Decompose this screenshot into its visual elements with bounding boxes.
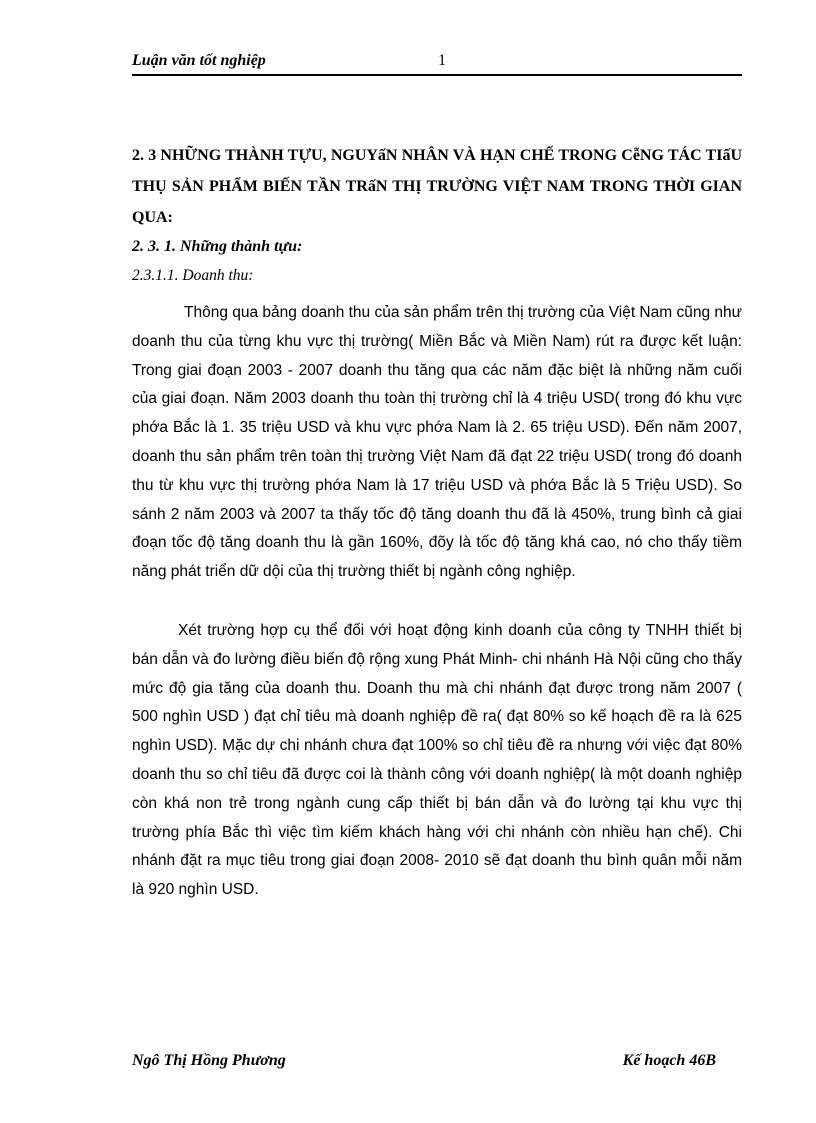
subsection-heading: 2. 3. 1. Những thành tựu: [132, 238, 303, 255]
page-header [132, 52, 742, 76]
page-number: 1 [438, 52, 446, 69]
footer-class: Kế hoạch 46B [622, 1052, 716, 1069]
document-title: Luận văn tốt nghiệp [132, 52, 266, 69]
footer-author: Ngô Thị Hồng Phương [132, 1052, 286, 1069]
paragraph-revenue-company: Xét trường hợp cụ thể đối với hoạt động kinh doanh của công ty TNHH thiết bị bán dẫn và đo lường điều biến độ rộng xung Phát Minh- chi nhánh Hà Nội cũng cho thấy mức độ gia tăng của doanh thu. Doanh thu mà chi nhánh đạt được trong năm 2007 ( 500 nghìn USD ) đạt chỉ tiêu mà doanh nghiệp đề ra( đạt 80% so kế hoạch đề ra là 625 nghìn USD). Mặc dự chi nhánh chưa đạt 100% so chỉ tiêu đề ra nhưng với việc đạt 80% doanh thu so chỉ tiêu đã được coi là thành công với doanh nghiệp( là một doanh nghiệp còn khá non trẻ trong ngành cung cấp thiết bị bán dẫn và đo lường tại khu vực thị trường phía Bắc thì việc tìm kiếm khách hàng với chi nhánh còn nhiều hạn chế). Chi nhánh đặt ra mục tiêu trong giai đoạn 2008- 2010 sẽ đạt doanh thu bình quân mỗi năm là 920 nghìn USD. [132, 622, 742, 899]
subsubsection-heading: 2.3.1.1. Doanh thu: [132, 267, 254, 284]
paragraph-revenue-market: Thông qua bảng doanh thu của sản phẩm trên thị trường của Việt Nam cũng như doanh thu của từng khu vực thị trường( Miền Bắc và Miền Nam) rút ra được kết luận: Trong giai đoạn 2003 - 2007 doanh thu tăng qua các năm đặc biệt là những năm cuối của giai đoạn. Năm 2003 doanh thu toàn thị trường chỉ là 4 triệu USD( trong đó khu vực phớa Bắc là 1. 35 triệu USD và khu vực phớa Nam là 2. 65 triệu USD). Đến năm 2007, doanh thu sản phẩm trên toàn thị trường Việt Nam đã đạt 22 triệu USD( trong đó doanh thu từ khu vực thị trường phớa Nam là 17 triệu USD và phớa Bắc là 5 Triệu USD). So sánh 2 năm 2003 và 2007 ta thấy tốc độ tăng doanh thu đã là 450%, trung bình cả giai đoạn tốc độ tăng doanh thu là gần 160%, đõy là tốc độ tăng khá cao, nó cho thấy tiềm năng phát triển dữ dội của thị trường thiết bị ngành công nghiệp. [132, 304, 742, 581]
section-heading: 2. 3 NHỮNG THÀNH TỰU, NGUYấN NHÂN VÀ HẠN CHẾ TRONG CễNG TÁC TIấU THỤ SẢN PHẨM BIẾN TẦN TRấN THỊ TRƯỜNG VIỆT NAM TRONG THỜI GIAN QUA: [132, 147, 742, 226]
